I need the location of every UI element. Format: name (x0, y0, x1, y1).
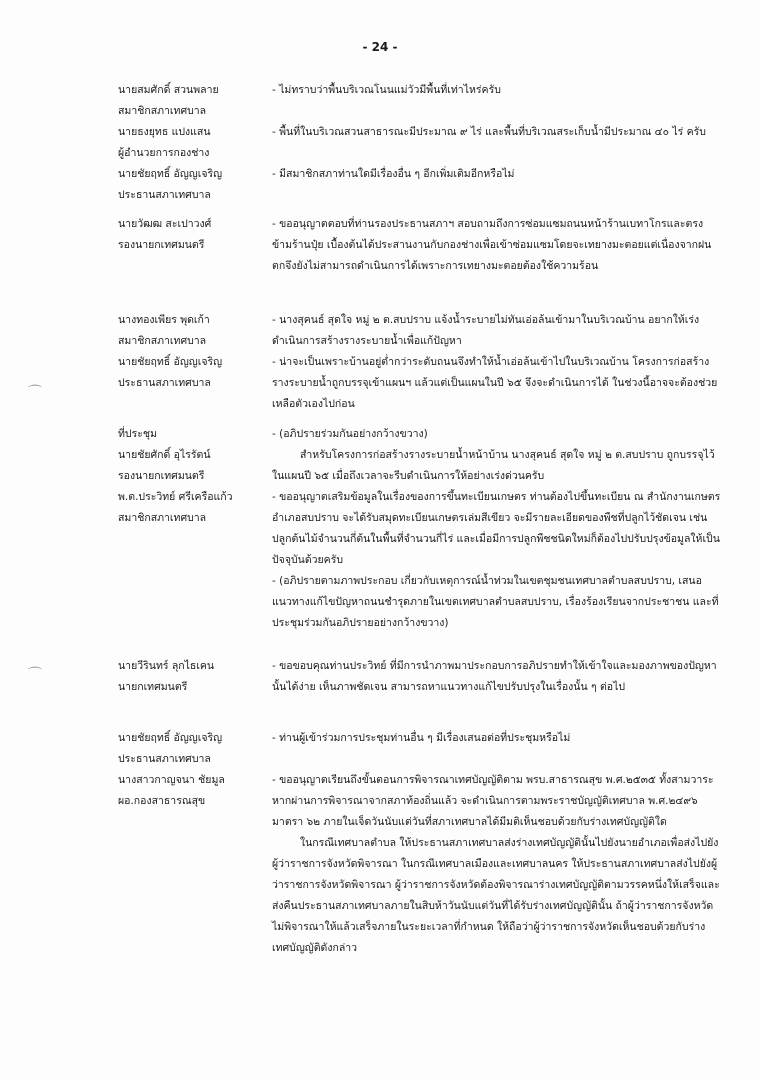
margin-mark-top: ⌒ (28, 385, 42, 401)
speaker-block (118, 80, 266, 122)
speech-text: - ขออนุญาตตอบที่ท่านรองประธานสภาฯ สอบถามถึงการซ่อมแซมถนนหน้าร้านเบทาโกรและตรงข้ามร้านปุ๋ย เบื้องต้นได้ประสานงานกับกองช่างเพื่อเข้าซ่อมแซมโดยจะเทยางมะตอยแต่เนื่องจากฝนตกจึงยังไม่สามารถดำเนินการได้เพราะการเทยางมะตอยต้องใช้ความร้อน (272, 218, 712, 272)
speech-block (272, 122, 722, 143)
speech-text: - ขออนุญาตเสริมข้อมูลในเรื่องของการขึ้นทะเบียนเกษตร ท่านต้องไปขึ้นทะเบียน ณ สำนักงานเกษตรอำเภอสบปราบ จะได้รับสมุดทะเบียนเกษตรเล่มสีเขียว จะมีรายละเอียดของพืชที่ปลูกไว้ชัดเจน เช่น ปลูกต้นไม้จำนวนกี่ต้นในพื้นที่จำนวนกี่ไร่ และเมื่อมีการปลูกพืชชนิดใหม่ก็ต้องไปปรับปรุงข้อมูลให้เป็นปัจจุบันด้วยครับ (272, 491, 721, 566)
speaker-block (118, 122, 266, 164)
speaker-block (118, 214, 266, 256)
speech-text: - (อภิปรายร่วมกันอย่างกว้างขวาง) (272, 428, 428, 440)
speech-text: - (อภิปรายตามภาพประกอบ เกี่ยวกับเหตุการณ์น้ำท่วมในเขตชุมชนเทศบาลตำบลสบปราบ, เสนอแนวทางแก้ไขปัญหาถนนชำรุดภายในเขตเทศบาลตำบลสบปราบ, เรื่องร้องเรียนจากประชาชน และที่ประชุมร่วมกันอภิปรายอย่างกว้างขวาง) (272, 575, 719, 629)
speech-block (272, 770, 722, 959)
speaker-block (118, 424, 266, 529)
speaker-title: รองนายกเทศมนตรี (118, 470, 205, 482)
speaker-title: สมาชิกสภาเทศบาล (118, 512, 207, 524)
speech-block (272, 728, 722, 749)
speaker-label: ที่ประชุม (118, 428, 157, 440)
speaker-block (118, 656, 266, 698)
speaker-name: นายสมศักดิ์ สวนพลาย (118, 84, 219, 96)
speech-text: - ท่านผู้เข้าร่วมการประชุมท่านอื่น ๆ มีเรื่องเสนอต่อที่ประชุมหรือไม่ (272, 732, 571, 744)
speech-text: - ขอขอบคุณท่านประวิทย์ ที่มีการนำภาพมาประกอบการอภิปรายทำให้เข้าใจและมองภาพของปัญหานั้นได้ง่าย เห็นภาพชัดเจน สามารถหาแนวทางแก้ไขปรับปรุงในเรื่องนั้น ๆ ต่อไป (272, 660, 717, 693)
speech-block (272, 424, 722, 634)
speech-text: - นางสุคนธ์ สุดใจ หมู่ ๒ ต.สบปราบ แจ้งน้ำระบายไม่ทันเอ่อล้นเข้ามาในบริเวณบ้าน อยากให้เร่งดำเนินการสร้างรางระบายน้ำเพื่อแก้ปัญหา (272, 314, 700, 347)
speaker-block (118, 770, 266, 812)
speaker-block (118, 310, 266, 352)
speech-block (272, 352, 722, 415)
speaker-name: นายชัยศักดิ์ อุไรรัตน์ (118, 449, 211, 461)
speaker-name: นายชัยฤทธิ์ อัญญเจริญ (118, 168, 223, 180)
speaker-title: นายกเทศมนตรี (118, 681, 188, 693)
speaker-name: นายชัยฤทธิ์ อัญญเจริญ (118, 356, 223, 368)
speaker-title: สมาชิกสภาเทศบาล (118, 105, 207, 117)
margin-mark-bottom: ⌒ (28, 667, 42, 683)
speech-block (272, 164, 722, 185)
speech-text: - ไม่ทราบว่าพื้นบริเวณโนนแม่วัวมีพื้นที่เท่าไหร่ครับ (272, 84, 501, 96)
speaker-title: ประธานสภาเทศบาล (118, 377, 211, 389)
speaker-name: พ.ต.ประวิทย์ ศรีเครือแก้ว (118, 491, 233, 503)
speaker-name: นางทองเพียร พุดเก้า (118, 314, 210, 326)
speech-block (272, 656, 722, 698)
speech-text: - น่าจะเป็นเพราะบ้านอยู่ต่ำกว่าระดับถนนจึงทำให้น้ำเอ่อล้นเข้าไปในบริเวณบ้าน โครงการก่อสร้างรางระบายน้ำถูกบรรจุเข้าแผนฯ แล้วแต่เป็นแผนในปี ๖๕ จึงจะดำเนินการได้ ในช่วงนี้อาจจะต้องช่วยเหลือตัวเองไปก่อน (272, 356, 718, 410)
speech-text: สำหรับโครงการก่อสร้างรางระบายน้ำหน้าบ้าน นางสุคนธ์ สุดใจ หมู่ ๒ ต.สบปราบ ถูกบรรจุไว้ในแผนปี ๖๕ เมื่อถึงเวลาจะรีบดำเนินการให้อย่างเร่งด่วนครับ (272, 449, 715, 482)
speaker-title: ประธานสภาเทศบาล (118, 753, 211, 765)
speech-text: - พื้นที่ในบริเวณสวนสาธารณะมีประมาณ ๙ ไร่ และพื้นที่บริเวณสระเก็บน้ำมีประมาณ ๔๐ ไร่ ครับ (272, 126, 706, 138)
speech-block (272, 214, 722, 277)
page-number: - 24 - (362, 40, 398, 54)
speech-text: - ขออนุญาตเรียนถึงขั้นตอนการพิจารณาเทศบัญญัติตาม พรบ.สาธารณสุข พ.ศ.๒๕๓๕ ทั้งสามวาระ หากผ่านการพิจารณาจากสภาท้องถิ่นแล้ว จะดำเนินการตามพระราชบัญญัติเทศบาล พ.ศ.๒๔๙๖ มาตรา ๖๒ ภายในเจ็ดวันนับแต่วันที่สภาเทศบาลได้มีมติเห็นชอบด้วยกับร่างเทศบัญญัติใด (272, 774, 714, 828)
speaker-name: นางสาวกาญจนา ชัยมูล (118, 774, 225, 786)
speech-text: ในกรณีเทศบาลตำบล ให้ประธานสภาเทศบาลส่งร่างเทศบัญญัตินั้นไปยังนายอำเภอเพื่อส่งไปยังผู้ว่าราชการจังหวัดพิจารณา ในกรณีเทศบาลเมืองและเทศบาลนคร ให้ประธานสภาเทศบาลส่งไปยังผู้ว่าราชการจังหวัดพิจารณา ผู้ว่าราชการจังหวัดต้องพิจารณาร่างเทศบัญญัติตามวรรคหนึ่งให้เสร็จและส่งคืนประธานสภาเทศบาลภายในสิบห้าวันนับแต่วันที่ได้รับร่างเทศบัญญัตินั้น ถ้าผู้ว่าราชการจังหวัดไม่พิจารณาให้แล้วเสร็จภายในระยะเวลาที่กำหนด ให้ถือว่าผู้ว่าราชการจังหวัดเห็นชอบด้วยกับร่างเทศบัญญัติดังกล่าว (272, 837, 720, 954)
speaker-block (118, 352, 266, 394)
speech-block (272, 310, 722, 352)
speaker-title: ผู้อำนวยการกองช่าง (118, 147, 210, 159)
speech-text: - มีสมาชิกสภาท่านใดมีเรื่องอื่น ๆ อีกเพิ่มเติมอีกหรือไม่ (272, 168, 515, 180)
speaker-title: ผอ.กองสาธารณสุข (118, 795, 206, 807)
speaker-block (118, 164, 266, 206)
speaker-title: สมาชิกสภาเทศบาล (118, 335, 207, 347)
speaker-name: นายชัยฤทธิ์ อัญญเจริญ (118, 732, 223, 744)
speaker-name: นายวีรินทร์ ลุกไธเคน (118, 660, 215, 672)
speaker-name: นายวัฒฒ สะเปาวงศ์ (118, 218, 212, 230)
speaker-title: ประธานสภาเทศบาล (118, 189, 211, 201)
speaker-name: นายธงยุทธ แปงแสน (118, 126, 211, 138)
speech-block (272, 80, 722, 101)
speaker-block (118, 728, 266, 770)
speaker-title: รองนายกเทศมนตรี (118, 239, 205, 251)
